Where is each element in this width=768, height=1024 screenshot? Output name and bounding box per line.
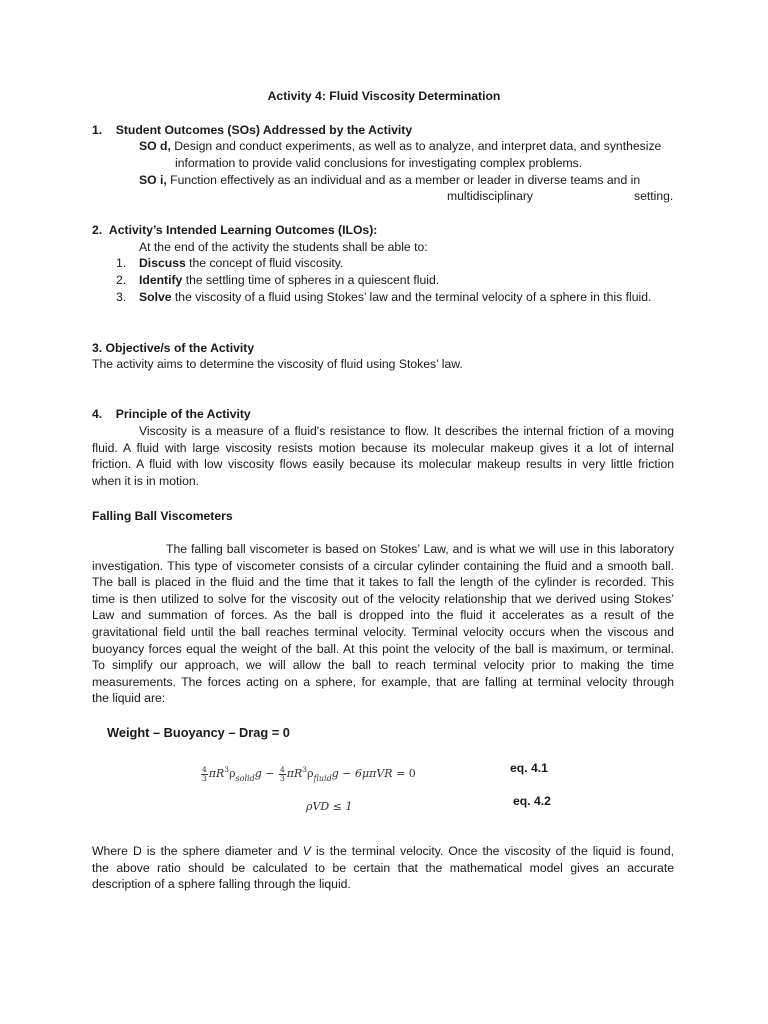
closing-paragraph	[92, 843, 674, 893]
so-i-text: Function effectively as an individual and as a member or leader in diverse teams and in	[170, 173, 641, 187]
fbv-line-5: Law and summation of forces. As the ball is dropped into the fluid it accelerates as a result of the	[92, 608, 674, 623]
so-i-line	[139, 172, 640, 189]
objective-text: The activity aims to determine the viscosity of fluid using Stokes’ law.	[92, 357, 463, 371]
ilo-item-3-text: the viscosity of a fluid using Stokes’ law and the terminal velocity of a sphere in this fluid.	[171, 290, 652, 304]
principle-line-2: fluid. A fluid with large viscosity resists motion because its molecular makeup gives it a lot of internal	[92, 440, 674, 455]
ilo-item-1-number: 1.	[116, 256, 127, 270]
closing-line-2: the above ratio should be calculated to be certain that the mathematical model gives an accurate	[92, 860, 674, 875]
equation-4-1-label: eq. 4.1	[510, 761, 548, 775]
document-title: Activity 4: Fluid Viscosity Determination	[267, 89, 501, 103]
closing-variable-v: V	[302, 844, 311, 858]
ilo-item-2-verb: Identify	[139, 273, 183, 287]
section-1-heading: 1. Student Outcomes (SOs) Addressed by the Activity	[92, 123, 413, 137]
fbv-line-2: investigation. This type of viscometer consists of a circular cylinder containing the fluid and a smooth ball.	[92, 558, 674, 573]
so-d-label: SO d,	[139, 139, 171, 153]
ilo-item-2	[116, 272, 439, 289]
principle-line-1: Viscosity is a measure of a fluid's resistance to flow. It describes the internal friction of a moving	[139, 424, 674, 438]
equation-4-2: ρVD ≤ 1	[306, 800, 353, 813]
so-d-text: Design and conduct experiments, as well as to analyze, and interpret data, and synthesize	[174, 139, 662, 153]
ilo-item-3-verb: Solve	[139, 290, 172, 304]
section-3-heading: 3. Objective/s of the Activity	[92, 341, 255, 355]
closing-text-a: Where D is the sphere diameter and	[92, 844, 303, 858]
ilo-item-1-text: the concept of fluid viscosity.	[185, 256, 344, 270]
ilo-item-2-text: the settling time of spheres in a quiescent fluid.	[182, 273, 440, 287]
equation-4-2-label: eq. 4.2	[513, 794, 551, 808]
ilo-item-3	[116, 289, 651, 306]
fbv-line-8: To simplify our approach, we will allow the ball to reach terminal velocity prior to making the time	[92, 658, 674, 673]
section-4-heading: 4. Principle of the Activity	[92, 407, 251, 421]
falling-ball-paragraph	[92, 541, 674, 707]
so-i-continuation-a: multidisciplinary	[447, 189, 534, 203]
fbv-line-6: gravitational field until the ball reaches terminal velocity. Terminal velocity occurs when the viscous and	[92, 624, 674, 639]
principle-line-3: friction. A fluid with low viscosity flows easily because its molecular makeup results in very little friction	[92, 457, 674, 472]
ilo-intro: At the end of the activity the students shall be able to:	[139, 240, 428, 254]
ilo-item-2-number: 2.	[116, 273, 127, 287]
section-2-heading: 2. Activity’s Intended Learning Outcomes (ILOs):	[92, 223, 378, 237]
closing-line-3: description of a sphere falling through the liquid.	[92, 877, 351, 892]
fbv-line-1: The falling ball viscometer is based on Stokes’ Law, and is what we will use in this laboratory	[166, 542, 674, 556]
ilo-item-3-number: 3.	[116, 290, 127, 304]
fbv-line-9: measurements. The forces acting on a sphere, for example, that are falling at terminal velocity through	[92, 674, 674, 689]
falling-ball-heading: Falling Ball Viscometers	[92, 509, 233, 523]
eq1-fraction-1: $\frac{4}{3}$	[202, 764, 207, 783]
so-i-continuation-b: setting.	[634, 189, 674, 203]
closing-text-b: is the terminal velocity. Once the viscosity of the liquid is found,	[310, 844, 674, 858]
fbv-line-7: buoyancy forces equal the weight of the ball. At this point the velocity of the ball is maximum, or terminal.	[92, 641, 674, 656]
fbv-line-10: the liquid are:	[92, 691, 166, 706]
ilo-item-1	[116, 255, 343, 272]
so-d-line	[139, 138, 661, 155]
fbv-line-3: The ball is placed in the fluid and the time that it takes to fall the length of the cylinder is recorded. This	[92, 575, 674, 590]
force-balance-equation: Weight – Buoyancy – Drag = 0	[107, 725, 290, 740]
eq1-fraction-2: $\frac{4}{3}$	[279, 764, 285, 783]
principle-paragraph	[92, 423, 674, 489]
principle-line-4: when it is in motion.	[92, 473, 200, 488]
so-i-label: SO i,	[139, 173, 167, 187]
equation-4-1: $\frac{4}{3}$ $\pi R^3\rho_{solid}g$ − $\frac{4}{3}$ $\pi R^3\rho_{fluid}g - 6\mu\pi VR = 0$	[202, 764, 416, 783]
ilo-item-1-verb: Discuss	[139, 256, 186, 270]
so-d-continuation: information to provide valid conclusions for investigating complex problems.	[175, 156, 583, 170]
fbv-line-4: time is then utilized to solve for the viscosity out of the velocity relationship that we derived using Stokes’	[92, 591, 674, 606]
closing-line-1	[92, 843, 674, 860]
